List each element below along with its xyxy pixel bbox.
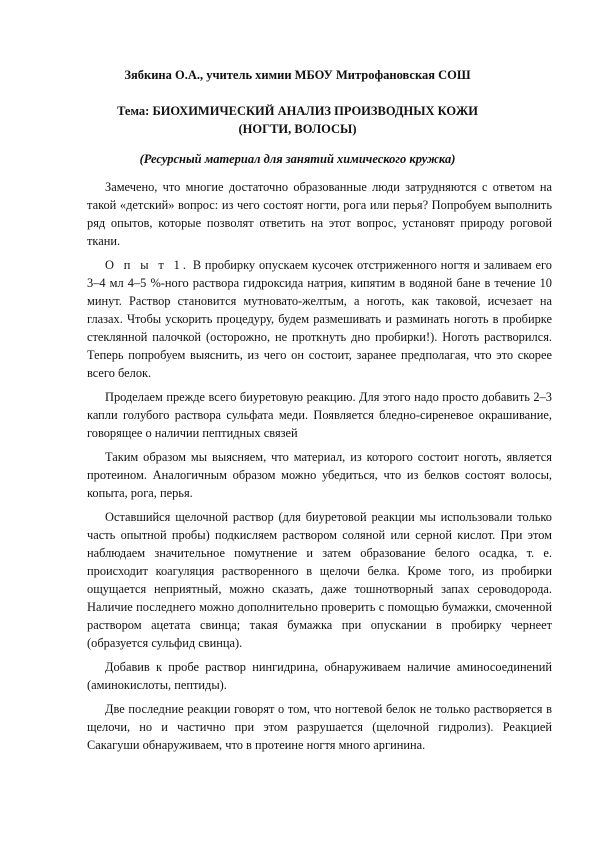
- paragraph-conclusion: Две последние реакции говорят о том, что ногтевой белок не только растворяется в щелочи, но и частично при этом разрушается (щелочной гидролиз). Реакцией Сакагуши обнаруживаем, что в протеине ногтя много аргинина.: [87, 702, 552, 752]
- paragraph-acidify: Оставшийся щелочной раствор (для биуретовой реакции мы использовали только часть опытной пробы) подкисляем раствором соляной или серной кислот. При этом наблюдаем значительное помутнение и затем образование белого осадка, т. е. происходит коагуляция растворенного в щелочи белка. Кроме того, из пробирки ощущается неприятный, можно сказать, даже тошнотворный запах сероводорода. Наличие последнего можно дополнительно проверить с помощью бумажки, смоченной раствором ацетата свинца; такая бумажка при опускании в пробирку чернеет (образуется сульфид свинца).: [87, 510, 552, 650]
- subtitle: (Ресурсный материал для занятий химического кружка): [139, 152, 456, 166]
- experiment-label: О п ы т 1.: [105, 258, 189, 272]
- paragraph-experiment-1: [87, 256, 552, 382]
- paragraph-protein: Таким образом мы выясняем, что материал, из которого состоит ноготь, является протеином. Аналогичным образом можно убедиться, что из белков состоят волосы, копыта, рога, перья.: [87, 450, 552, 500]
- paragraph-ninhydrin: Добавив к пробе раствор нингидрина, обнаруживаем наличие аминосоединений (аминокислоты, пептиды).: [87, 660, 552, 692]
- topic-title-line-2: (НОГТИ, ВОЛОСЫ): [238, 122, 357, 136]
- experiment-1-text: В пробирку опускаем кусочек отстриженного ногтя и заливаем его 3–4 мл 4–5 %-ного раствора гидроксида натрия, кипятим в водяной бане в течение 10 минут. Раствор становится мутновато-желтым, а ноготь, как таковой, исчезает на глазах. Чтобы ускорить процедуру, будем размешивать и разминать ноготь в пробирке стеклянной палочкой (осторожно, не проткнуть дно пробирки!). Ноготь растворился. Теперь попробуем выяснить, из чего он состоит, заранее предполагая, что это скорее всего белок.: [87, 258, 552, 380]
- topic-title-line-1: Тема: БИОХИМИЧЕСКИЙ АНАЛИЗ ПРОИЗВОДНЫХ КОЖИ: [117, 104, 478, 118]
- paragraph-biuret: Проделаем прежде всего биуретовую реакцию. Для этого надо просто добавить 2–3 капли голубого раствора сульфата меди. Появляется бледно-сиреневое окрашивание, говорящее о наличии пептидных связей: [87, 390, 552, 440]
- topic-title: [80, 102, 515, 138]
- paragraph-intro: Замечено, что многие достаточно образованные люди затрудняются с ответом на такой «детский» вопрос: из чего состоят ногти, рога или перья? Попробуем выполнить ряд опытов, которые позволят ответить на этот вопрос, установят природу роговой ткани.: [87, 180, 552, 248]
- document-body: [87, 178, 552, 760]
- author-line: Зябкина О.А., учитель химии МБОУ Митрофановская СОШ: [124, 68, 471, 82]
